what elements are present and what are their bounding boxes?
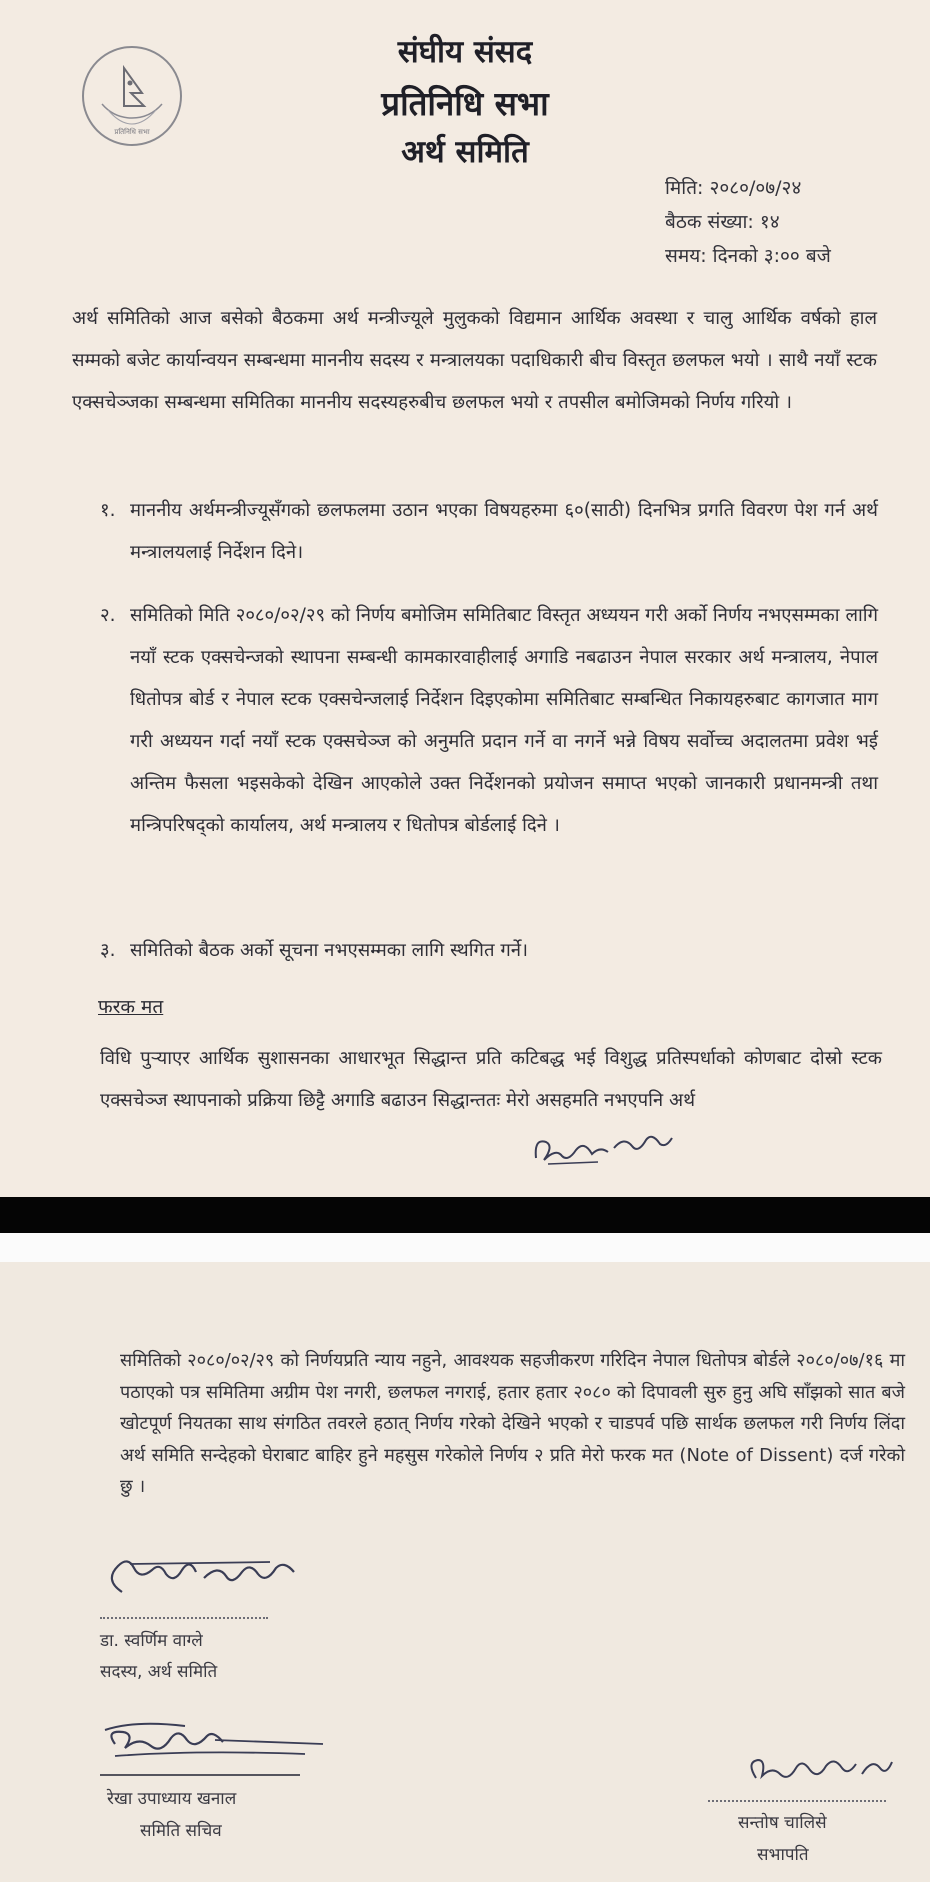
header-house-of-representatives: प्रतिनिधि सभा (381, 84, 549, 123)
dissent-paragraph-part1: विधि पुऱ्याएर आर्थिक सुशासनका आधारभूत सिद्धान्त प्रति कटिबद्ध भई विशुद्ध प्रतिस्पर्धाको कोणबाट दोस्रो स्टक एक्सचेञ्ज स्थापनाको प्रक्रिया छिट्टै अगाडि बढाउन सिद्धान्ततः मेरो असहमति नभएपनि अर्थ (100, 1048, 882, 1111)
secretary-name: रेखा उपाध्याय खनाल (107, 1789, 237, 1809)
member-title: सदस्य, अर्थ समिति (100, 1662, 218, 1682)
decision-text: समितिको मिति २०८०/०२/२९ को निर्णय बमोजिम समितिबाट विस्तृत अध्ययन गरी अर्को निर्णय नभएसम्मका लागि नयाँ स्टक एक्सचेन्जको स्थापना सम्बन्धी कामकारवाहीलाई अगाडि नबढाउन नेपाल सरकार अर्थ मन्त्रालय, नेपाल धितोपत्र बोर्ड र नेपाल स्टक एक्सचेन्जलाई निर्देशन दिइएकोमा समितिबाट सम्बन्धित निकायहरुबाट कागजात माग गरी अध्ययन गर्दा नयाँ स्टक एक्सचेञ्ज को अनुमति प्रदान गर्ने वा नगर्ने भन्ने विषय सर्वोच्च अदालतमा प्रवेश भई अन्तिम फैसला भइसकेको देखिन आएकोले उक्त निर्देशनको प्रयोजन समाप्त भएको जानकारी प्रधानमन्त्री तथा मन्त्रिपरिषद्को कार्यालय, अर्थ मन्त्रालय र धितोपत्र बोर्डलाई दिने । (130, 605, 878, 836)
chair-name: सन्तोष चालिसे (738, 1813, 827, 1833)
decision-text: माननीय अर्थमन्त्रीज्यूसँगको छलफलमा उठान भएका विषयहरुमा ६०(साठी) दिनभित्र प्रगति विवरण पेश गर्न अर्थ मन्त्रालयलाई निर्देशन दिने। (130, 500, 878, 563)
chair-signature-line (708, 1800, 886, 1802)
member-initial-signature (528, 1118, 678, 1182)
member-name: डा. स्वर्णिम वाग्ले (100, 1631, 203, 1651)
secretary-title: समिति सचिव (140, 1821, 222, 1841)
meeting-date: मिति: २०८०/०७/२४ (665, 177, 802, 199)
chair-title: सभापति (757, 1845, 809, 1865)
meeting-time: समय: दिनको ३:०० बजे (665, 245, 831, 267)
decision-number: ३. (100, 940, 116, 961)
secretary-signature (95, 1700, 325, 1784)
intro-paragraph: अर्थ समितिको आज बसेको बैठकमा अर्थ मन्त्रीज्यूले मुलुकको विद्यमान आर्थिक अवस्था र चालु आर्थिक वर्षको हाल सम्मको बजेट कार्यान्वयन सम्बन्धमा माननीय सदस्य र मन्त्रालयका पदाधिकारी बीच विस्तृत छलफल भयो । साथै नयाँ स्टक एक्सचेञ्जका सम्बन्धमा समितिका माननीय सदस्यहरुबीच छलफल भयो र तपसील बमोजिमको निर्णय गरियो । (72, 308, 877, 413)
dissent-heading: फरक मत (98, 996, 164, 1018)
page-separator-bar (0, 1197, 930, 1233)
meeting-number: बैठक संख्या: १४ (665, 211, 780, 233)
page-gap (0, 1233, 930, 1262)
chair-signature (742, 1738, 902, 1802)
secretary-signature-line (100, 1774, 300, 1776)
emblem-caption: प्रतिनिधि सभा (114, 128, 150, 136)
decision-text: समितिको बैठक अर्को सूचना नभएसम्मका लागि स्थगित गर्ने। (130, 940, 529, 961)
member-signature (100, 1540, 300, 1614)
member-signature-line (100, 1617, 268, 1619)
decision-number: १. (100, 500, 116, 521)
dissent-paragraph-part2: समितिको २०८०/०२/२९ को निर्णयप्रति न्याय नहुने, आवश्यक सहजीकरण गरिदिन नेपाल धितोपत्र बोर्डले २०८०/०७/१६ मा पठाएको पत्र समितिमा अग्रीम पेश नगरी, छलफल नगराई, हतार हतार २०८० को दिपावली सुरु हुनु अघि साँझको सात बजे खोटपूर्ण नियतका साथ संगठित तवरले हठात् निर्णय गरेको देखिने भएको र चाडपर्व पछि सार्थक छलफल गरी निर्णय लिंदा अर्थ समिति सन्देहको घेराबाट बाहिर हुने महसुस गरेकोले निर्णय २ प्रति मेरो फरक मत (Note of Dissent) दर्ज गरेको छु । (120, 1350, 905, 1497)
header-finance-committee: अर्थ समिति (401, 134, 529, 170)
header-federal-parliament: संघीय संसद (397, 34, 533, 70)
decision-number: २. (100, 605, 116, 626)
